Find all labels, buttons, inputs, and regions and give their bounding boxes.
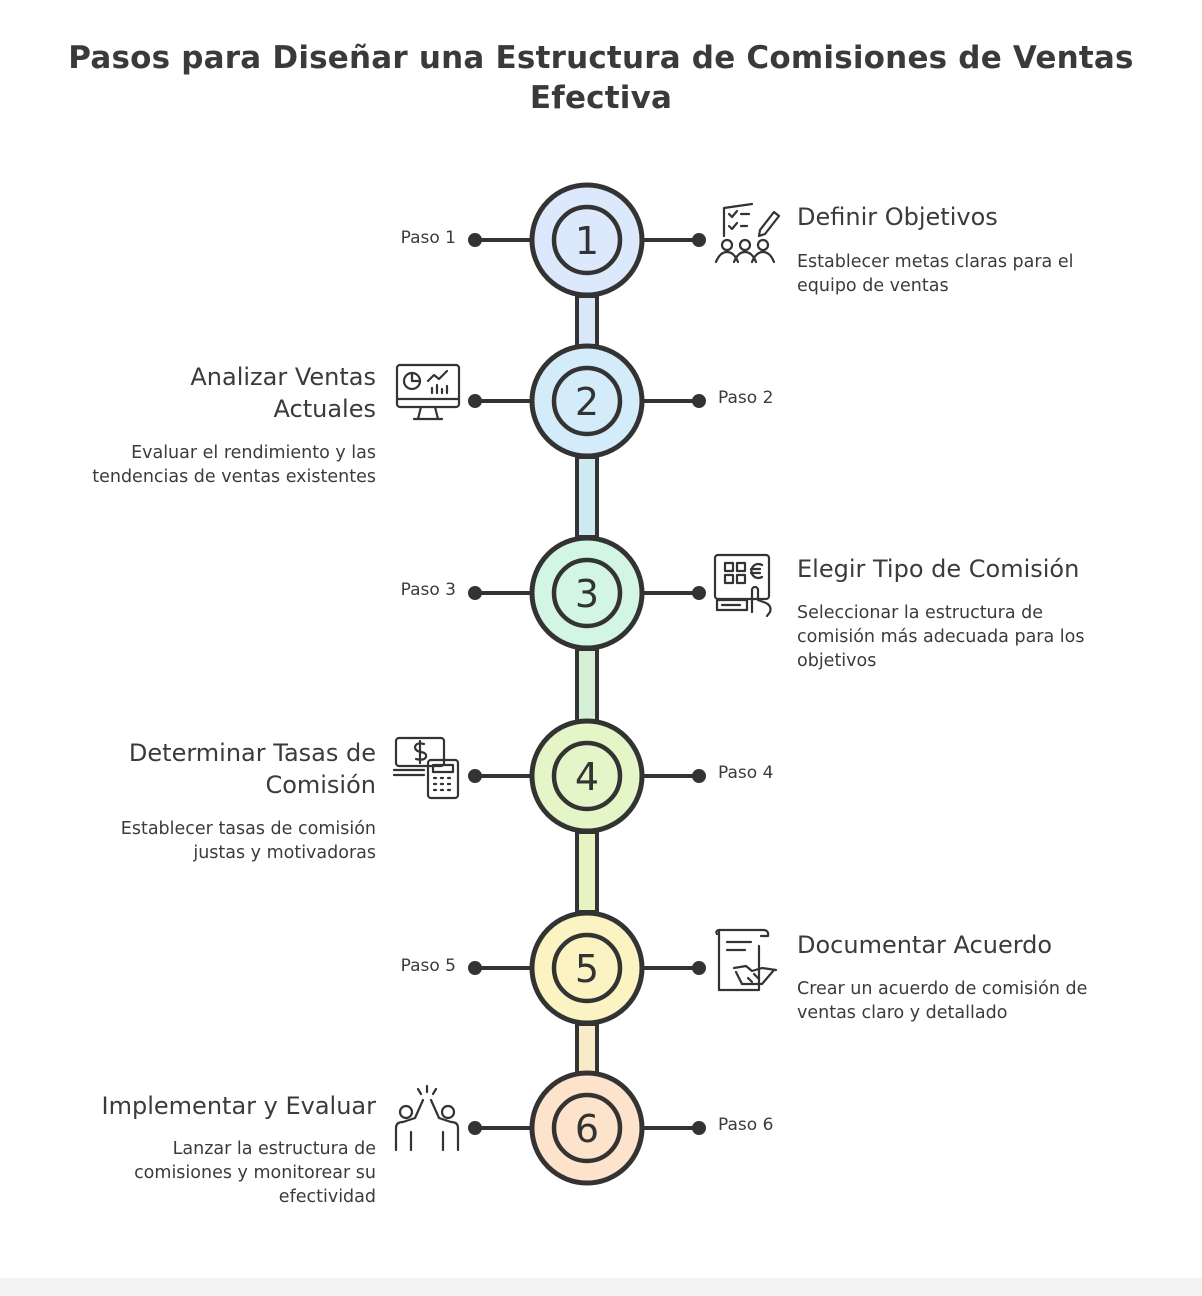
high-five-icon xyxy=(396,1086,458,1150)
step-number-4: 4 xyxy=(574,755,600,799)
step-heading-2: Analizar Ventas Actuales xyxy=(190,363,376,423)
step-heading-1: Definir Objetivos xyxy=(797,203,998,231)
connector-5-6 xyxy=(577,1024,597,1074)
step-circle-5 xyxy=(532,913,642,1023)
paso-label-6: Paso 6 xyxy=(718,1115,774,1135)
team-goals-icon xyxy=(716,204,779,262)
step-heading-5: Documentar Acuerdo xyxy=(797,931,1053,959)
step-circle-2 xyxy=(532,346,642,456)
step-description-1: Establecer metas claras para el equipo de ventas xyxy=(797,252,1074,296)
step-description-6: Lanzar la estructura de comisiones y monitorear su efectividad xyxy=(134,1139,376,1207)
paso-label-3: Paso 3 xyxy=(400,580,456,600)
agreement-document-icon xyxy=(716,930,776,990)
step-circle-4 xyxy=(532,721,642,831)
step-description-4: Establecer tasas de comisión justas y motivadoras xyxy=(120,819,376,863)
step-description-3: Seleccionar la estructura de comisión más adecuada para los objetivos xyxy=(797,603,1085,671)
step-number-1: 1 xyxy=(574,219,600,263)
page-title: Pasos para Diseñar una Estructura de Comisiones de Ventas Efectiva xyxy=(68,40,1134,116)
step-number-6: 6 xyxy=(574,1107,600,1151)
paso-label-4: Paso 4 xyxy=(718,763,774,783)
paso-label-2: Paso 2 xyxy=(718,388,774,408)
connector-2-3 xyxy=(577,457,597,537)
payment-terminal-icon xyxy=(715,555,771,616)
paso-label-1: Paso 1 xyxy=(400,228,456,248)
step-description-2: Evaluar el rendimiento y las tendencias de ventas existentes xyxy=(92,443,376,487)
step-heading-6: Implementar y Evaluar xyxy=(101,1092,376,1120)
paso-label-5: Paso 5 xyxy=(400,956,456,976)
step-circle-3 xyxy=(532,538,642,648)
connector-1-2 xyxy=(577,296,597,346)
step-number-5: 5 xyxy=(574,947,600,991)
analytics-monitor-icon xyxy=(397,365,459,419)
step-circle-6 xyxy=(532,1073,642,1183)
connector-3-4 xyxy=(577,649,597,721)
step-heading-3: Elegir Tipo de Comisión xyxy=(797,555,1080,583)
step-description-5: Crear un acuerdo de comisión de ventas claro y detallado xyxy=(797,979,1088,1023)
step-circle-1 xyxy=(532,185,642,295)
connector-4-5 xyxy=(577,832,597,912)
step-heading-4: Determinar Tasas de Comisión xyxy=(128,739,376,799)
money-calculator-icon xyxy=(394,738,458,798)
step-number-3: 3 xyxy=(574,572,600,616)
step-number-2: 2 xyxy=(574,380,600,424)
